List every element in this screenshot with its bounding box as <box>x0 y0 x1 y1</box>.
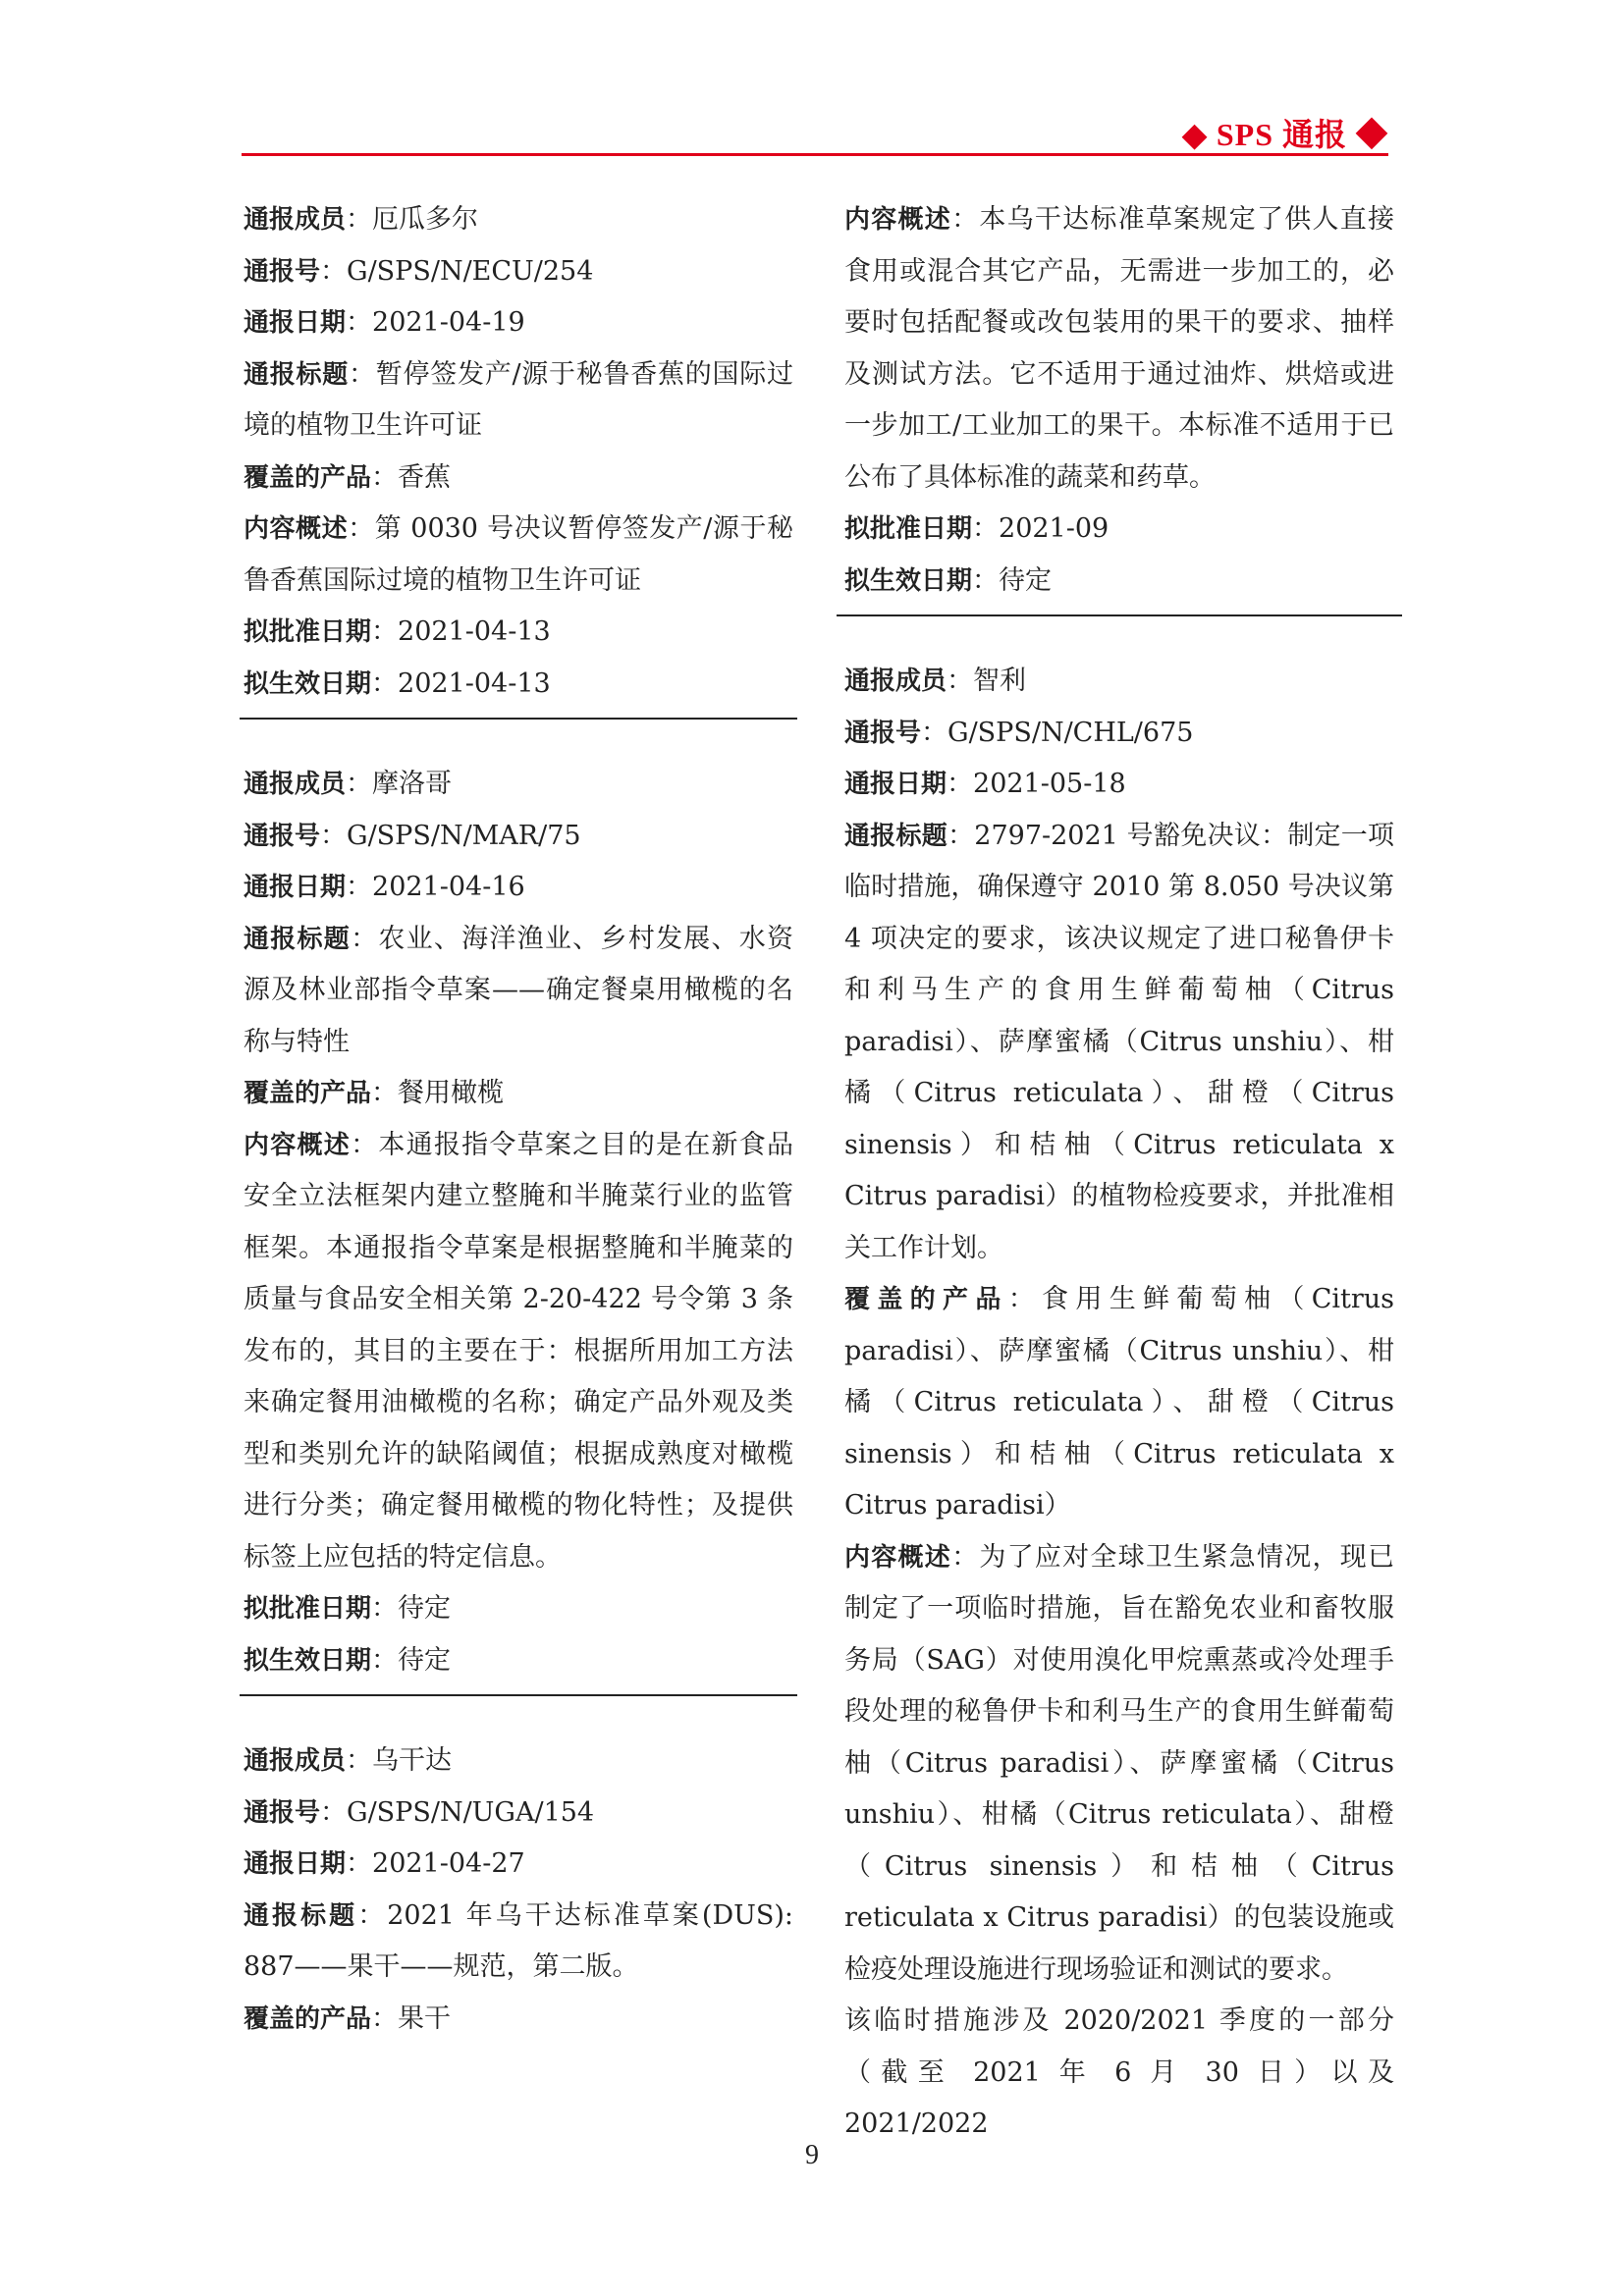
field-label: 内容概述 <box>844 1542 952 1573</box>
field-label: 内容概述 <box>844 205 952 235</box>
effective-date-value: 待定 <box>999 564 1053 596</box>
title-value: 暂停签发产/源于秘鲁香蕉的国际过境的植物卫生许可证 <box>244 358 793 441</box>
notification-entry: 通报成员：摩洛哥 通报号：G/SPS/N/MAR/75 通报日期：2021-04-16 通报标题：农业、海洋渔业、乡村发展、水资源及林业部指令草案——确定餐桌用橄榄的名称与特性 覆盖的产品：餐用橄榄 内容概述：本通报指令草案之目的是在新食品安全立法框架内建立整腌和半腌菜行业的监管框架。本通报指令草案是根据整腌和半腌菜的质量与食品安全相关第 2-20-422 号令第 3 条发布的，其目的主要在于：根据所用加工方法来确定餐用油橄榄的名称；确定产品外观及类型和类别允许的缺陷阈值；根据成熟度对橄榄进行分类；确定餐用橄榄的物化特性；及提供标签上应包括的特定信息。 拟批准日期：待定 拟生效日期：待定 <box>244 769 794 1676</box>
notification-entry: 通报成员：厄瓜多尔 通报号：G/SPS/N/ECU/254 通报日期：2021-04-19 通报标题：暂停签发产/源于秘鲁香蕉的国际过境的植物卫生许可证 覆盖的产品：香蕉 内容概述：第 0030 号决议暂停签发产/源于秘鲁香蕉国际过境的植物卫生许可证 拟批准日期：2021-04-13 拟生效日期：2021-04-13 <box>244 204 793 699</box>
product-value: 食用生鲜葡萄柚（Citrus paradisi）、萨摩蜜橘（Citrus unshiu）、柑橘（Citrus reticulata）、甜橙（Citrus sinensis）和桔柚（Citrus reticulata x Citrus paradisi） <box>844 1284 1395 1521</box>
field-label: 通报号 <box>844 718 922 748</box>
field-label: 通报标题 <box>844 821 948 851</box>
notification-entry: 通报成员：乌干达 通报号：G/SPS/N/UGA/154 通报日期：2021-04-27 通报标题：2021 年乌干达标准草案(DUS): 887——果干——规范，第二版。 覆盖的产品：果干 <box>244 1745 793 2034</box>
left-column <box>244 194 793 2045</box>
field-label: 内容概述 <box>244 1130 352 1160</box>
approval-date-value: 待定 <box>398 1593 452 1624</box>
field-label: 拟批准日期 <box>244 617 372 647</box>
field-label: 覆盖的产品 <box>244 1079 372 1108</box>
date-value: 2021-05-18 <box>973 769 1126 799</box>
field-label: 通报日期 <box>244 873 347 902</box>
summary-value: 为了应对全球卫生紧急情况，现已制定了一项临时措施，旨在豁免农业和畜牧服务局（SAG）对使用溴化甲烷熏蒸或冷处理手段处理的秘鲁伊卡和利马生产的食用生鲜葡萄柚（Citrus paradisi）、萨摩蜜橘（Citrus unshiu）、柑橘（Citrus reticulata）、甜橙（Citrus sinensis）和桔柚（Citrus reticulata x Citrus paradisi）的包装设施或检疫处理设施进行现场验证和测试的要求。 <box>844 1541 1395 1985</box>
title-value: 2797-2021 号豁免决议：制定一项临时措施，确保遵守 2010 第 8.050 号决议第 4 项决定的要求，该决议规定了进口秘鲁伊卡和利马生产的食用生鲜葡萄柚（Citrus paradisi）、萨摩蜜橘（Citrus unshiu）、柑橘（Citrus reticulata）、甜橙（Citrus sinensis）和桔柚（Citrus reticulata x Citrus paradisi）的植物检疫要求，并批准相关工作计划。 <box>844 820 1394 1263</box>
field-label: 通报日期 <box>244 1849 347 1879</box>
field-label: 覆盖的产品 <box>244 462 372 493</box>
title-value: 2021 年乌干达标准草案(DUS): 887——果干——规范，第二版。 <box>244 1899 793 1982</box>
field-label: 通报标题 <box>244 1900 358 1931</box>
product-value: 果干 <box>398 2002 452 2034</box>
date-value: 2021-04-27 <box>372 1848 525 1879</box>
product-value: 香蕉 <box>398 461 452 493</box>
number-value: G/SPS/N/CHL/675 <box>947 717 1194 748</box>
member-value: 摩洛哥 <box>372 769 453 799</box>
title-value: 农业、海洋渔业、乡村发展、水资源及林业部指令草案——确定餐桌用橄榄的名称与特性 <box>244 923 794 1057</box>
number-value: G/SPS/N/ECU/254 <box>347 255 594 287</box>
field-label: 通报日期 <box>244 308 347 338</box>
field-label: 覆盖的产品 <box>844 1285 1008 1314</box>
right-column <box>844 194 1394 2151</box>
summary-continuation: 该临时措施涉及 2020/2021 季度的一部分（截至 2021 年 6 月 30 日）以及 2021/2022 <box>844 2005 1394 2139</box>
field-label: 内容概述 <box>244 514 349 544</box>
field-label: 通报号 <box>244 1797 321 1828</box>
approval-date-value: 2021-09 <box>999 513 1110 544</box>
header-rule <box>242 153 1388 156</box>
field-label: 通报号 <box>244 256 321 287</box>
page-number: 9 <box>805 2140 819 2170</box>
member-value: 智利 <box>973 666 1027 696</box>
field-label: 通报成员 <box>844 667 947 696</box>
effective-date-value: 待定 <box>398 1644 452 1676</box>
field-label: 通报成员 <box>244 1746 347 1776</box>
entry-divider <box>240 718 797 720</box>
field-label: 拟生效日期 <box>244 668 372 699</box>
field-label: 拟生效日期 <box>244 1645 372 1676</box>
header-title: ◆ SPS 通报 ◆ <box>1182 117 1388 152</box>
summary-value: 第 0030 号决议暂停签发产/源于秘鲁香蕉国际过境的植物卫生许可证 <box>244 513 793 596</box>
summary-value: 本乌干达标准草案规定了供人直接食用或混合其它产品，无需进一步加工的，必要时包括配餐或改包装用的果干的要求、抽样及测试方法。它不适用于通过油炸、烘焙或进一步加工/工业加工的果干。本标准不适用于已公布了具体标准的蔬菜和药草。 <box>844 204 1395 493</box>
field-label: 通报日期 <box>844 770 947 799</box>
field-label: 通报标题 <box>244 359 349 390</box>
field-label: 通报标题 <box>244 924 352 954</box>
number-value: G/SPS/N/UGA/154 <box>347 1796 595 1828</box>
approval-date-value: 2021-04-13 <box>398 616 551 647</box>
entry-divider <box>240 1694 797 1696</box>
field-label: 通报号 <box>244 821 321 851</box>
field-label: 覆盖的产品 <box>244 2003 372 2034</box>
field-label: 拟批准日期 <box>244 1594 372 1624</box>
effective-date-value: 2021-04-13 <box>398 667 551 699</box>
date-value: 2021-04-16 <box>372 872 525 902</box>
number-value: G/SPS/N/MAR/75 <box>347 820 581 851</box>
entry-divider <box>837 614 1402 616</box>
notification-entry-continued: 内容概述：本乌干达标准草案规定了供人直接食用或混合其它产品，无需进一步加工的，必要时包括配餐或改包装用的果干的要求、抽样及测试方法。它不适用于通过油炸、烘焙或进一步加工/工业加工的果干。本标准不适用于已公布了具体标准的蔬菜和药草。 拟批准日期：2021-09 拟生效日期：待定 <box>844 204 1395 596</box>
field-label: 拟生效日期 <box>844 565 973 596</box>
product-value: 餐用橄榄 <box>398 1078 505 1108</box>
field-label: 通报成员 <box>244 205 347 235</box>
date-value: 2021-04-19 <box>372 307 525 338</box>
field-label: 通报成员 <box>244 770 347 799</box>
member-value: 厄瓜多尔 <box>372 204 479 235</box>
field-label: 拟批准日期 <box>844 514 973 544</box>
page-header <box>242 110 1388 155</box>
member-value: 乌干达 <box>372 1745 453 1776</box>
summary-value: 本通报指令草案之目的是在新食品安全立法框架内建立整腌和半腌菜行业的监管框架。本通报指令草案是根据整腌和半腌菜的质量与食品安全相关第 2-20-422 号令第 3 条发布的，其目的主要在于：根据所用加工方法来确定餐用油橄榄的名称；确定产品外观及类型和类别允许的缺陷阈值；根据成熟度对橄榄进行分类；确定餐用橄榄的物化特性；及提供标签上应包括的特定信息。 <box>244 1129 794 1573</box>
notification-entry: 通报成员：智利 通报号：G/SPS/N/CHL/675 通报日期：2021-05-18 通报标题：2797-2021 号豁免决议：制定一项临时措施，确保遵守 2010 第 8.050 号决议第 4 项决定的要求，该决议规定了进口秘鲁伊卡和利马生产的食用生鲜葡萄柚（Citrus paradisi）、萨摩蜜橘（Citrus unshiu）、柑橘（Citrus reticulata）、甜橙（Citrus sinensis）和桔柚（Citrus reticulata x Citrus paradisi）的植物检疫要求，并批准相关工作计划。 覆盖的产品：食用生鲜葡萄柚（Citrus paradisi）、萨摩蜜橘（Citrus unshiu）、柑橘（Citrus reticulata）、甜橙（Citrus sinensis）和桔柚（Citrus reticulata x Citrus paradisi） 内容概述：为了应对全球卫生紧急情况，现已制定了一项临时措施，旨在豁免农业和畜牧服务局（SAG）对使用溴化甲烷熏蒸或冷处理手段处理的秘鲁伊卡和利马生产的食用生鲜葡萄柚（Citrus paradisi）、萨摩蜜橘（Citrus unshiu）、柑橘（Citrus reticulata）、甜橙（Citrus sinensis）和桔柚（Citrus reticulata x Citrus paradisi）的包装设施或检疫处理设施进行现场验证和测试的要求。 该临时措施涉及 2020/2021 季度的一部分（截至 2021 年 6 月 30 日）以及 2021/2022 <box>844 656 1394 2151</box>
